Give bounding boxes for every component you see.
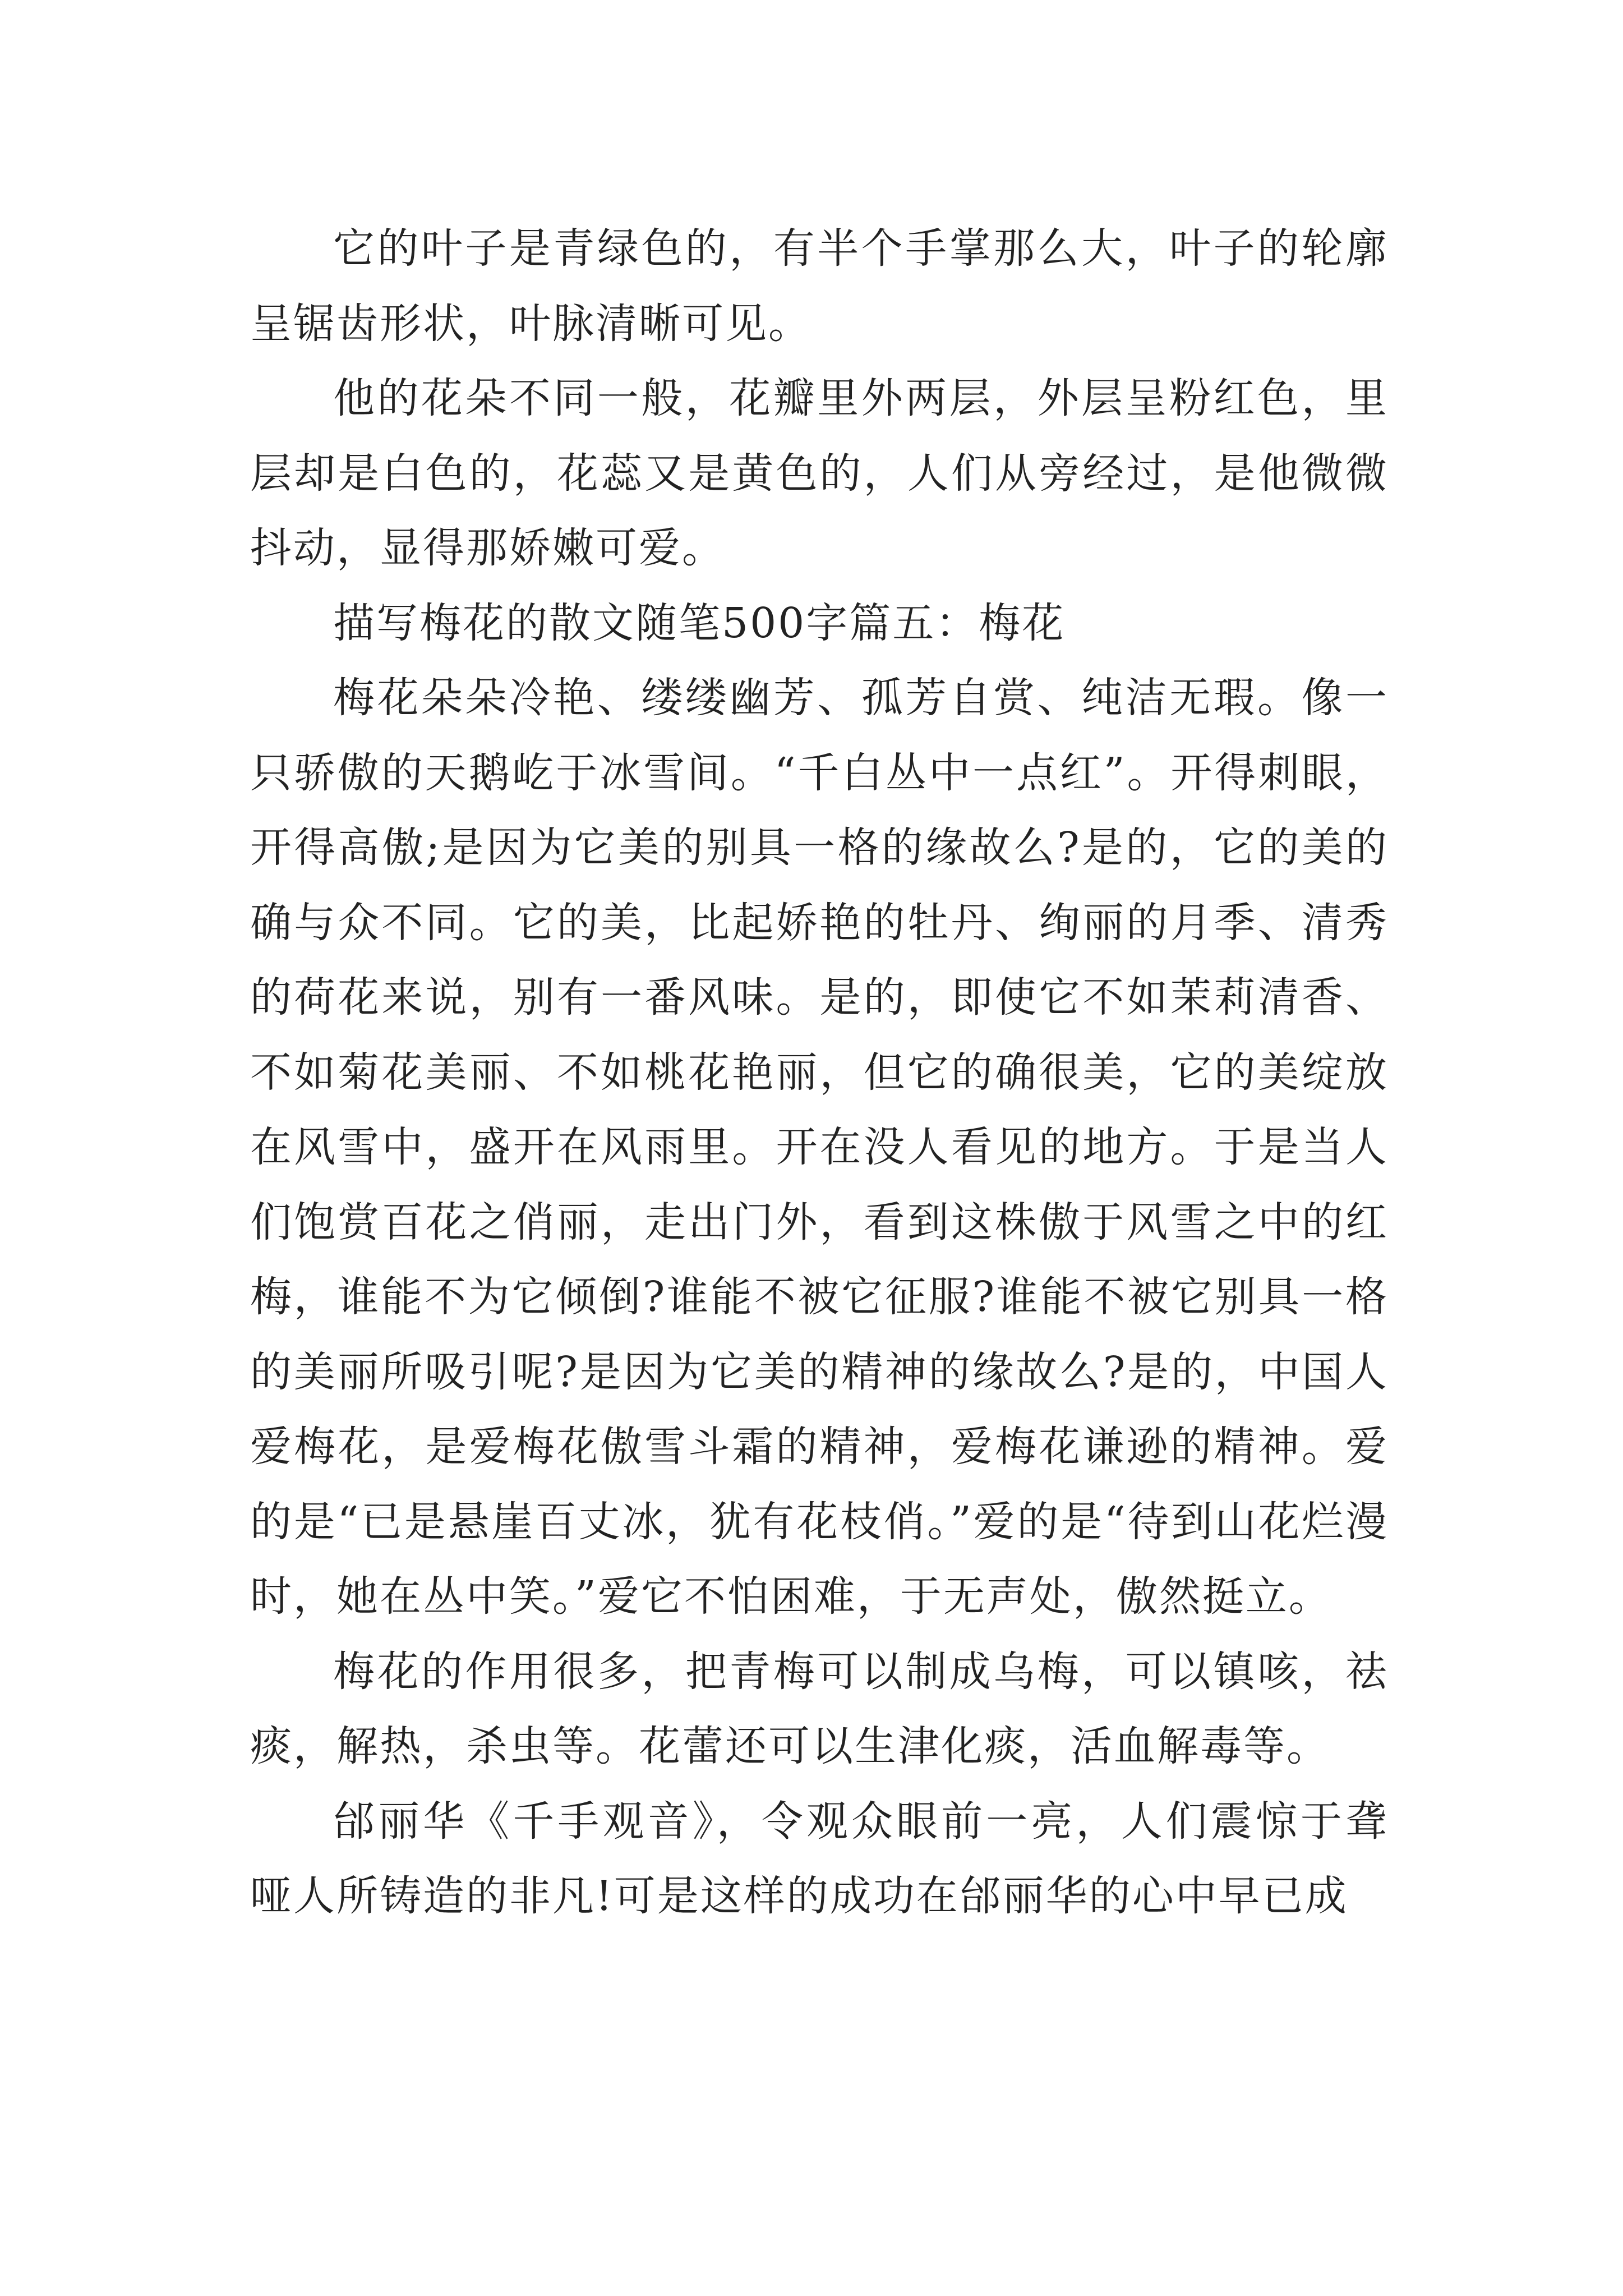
paragraph-flower-description: 他的花朵不同一般，花瓣里外两层，外层呈粉红色，里层却是白色的，花蕊又是黄色的，人们从旁经过，是他微微抖动，显得那娇嫩可爱。 [250, 374, 1389, 572]
section-heading: 描写梅花的散文随笔500字篇五：梅花 [333, 599, 1066, 647]
paragraph-leaf-description: 它的叶子是青绿色的，有半个手掌那么大，叶子的轮廓呈锯齿形状，叶脉清晰可见。 [250, 224, 1389, 348]
paragraph-thousand-hand-guanyin: 邰丽华《千手观音》，令观众眼前一亮，人们震惊于聋哑人所铸造的非凡!可是这样的成功在邰丽华的心中早已成 [250, 1797, 1389, 1920]
document-body [250, 211, 1389, 1934]
paragraph-plum-blossom-essay: 梅花朵朵冷艳、缕缕幽芳、孤芳自赏、纯洁无瑕。像一只骄傲的天鹅屹于冰雪间。“千白丛中一点红”。开得刺眼，开得高傲;是因为它美的别具一格的缘故么?是的，它的美的确与众不同。它的美，比起娇艳的牡丹、绚丽的月季、清秀的荷花来说，别有一番风味。是的，即使它不如茉莉清香、不如菊花美丽、不如桃花艳丽，但它的确很美，它的美绽放在风雪中，盛开在风雨里。开在没人看见的地方。于是当人们饱赏百花之俏丽，走出门外，看到这株傲于风雪之中的红梅，谁能不为它倾倒?谁能不被它征服?谁能不被它别具一格的美丽所吸引呢?是因为它美的精神的缘故么?是的，中国人爱梅花，是爱梅花傲雪斗霜的精神，爱梅花谦逊的精神。爱的是“已是悬崖百丈冰，犹有花枝俏。”爱的是“待到山花烂漫时，她在丛中笑。”爱它不怕困难，于无声处，傲然挺立。 [250, 674, 1389, 1621]
paragraph-plum-uses: 梅花的作用很多，把青梅可以制成乌梅，可以镇咳，祛痰，解热，杀虫等。花蕾还可以生津化痰，活血解毒等。 [250, 1647, 1389, 1770]
